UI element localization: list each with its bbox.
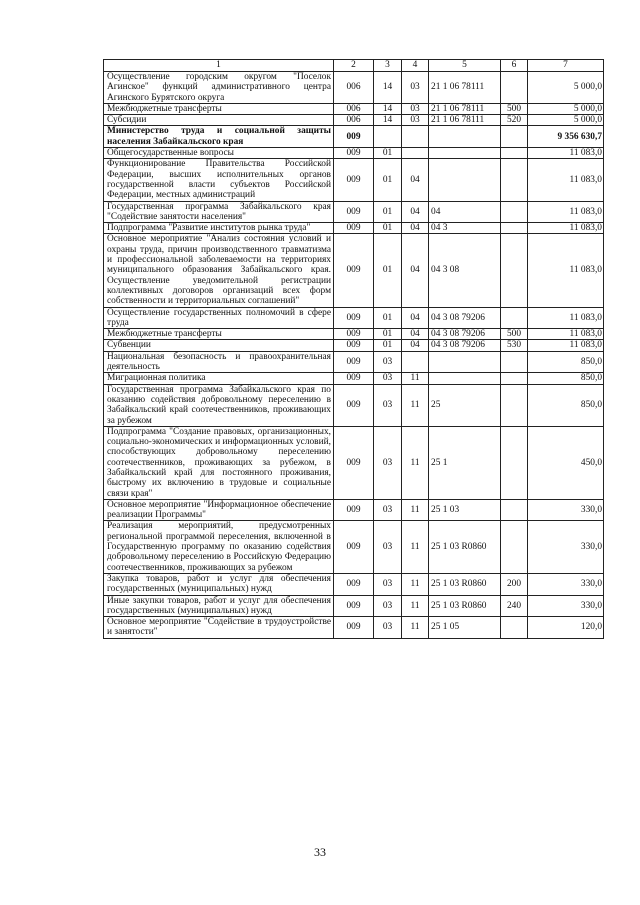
ministry-code-cell: 009 bbox=[334, 223, 374, 234]
subsection-cell: 11 bbox=[402, 573, 429, 595]
amount-cell: 11 083,0 bbox=[528, 223, 604, 234]
expense-type-cell bbox=[501, 373, 528, 384]
target-article-cell: 04 3 08 bbox=[429, 234, 501, 307]
section-cell: 01 bbox=[374, 329, 402, 340]
ministry-code-cell: 009 bbox=[334, 351, 374, 373]
section-cell: 01 bbox=[374, 148, 402, 159]
table-row bbox=[104, 201, 604, 223]
target-article-cell: 04 3 08 79206 bbox=[429, 329, 501, 340]
section-cell: 01 bbox=[374, 234, 402, 307]
amount-cell: 9 356 630,7 bbox=[528, 126, 604, 148]
section-cell: 03 bbox=[374, 384, 402, 426]
target-article-cell: 04 3 bbox=[429, 223, 501, 234]
amount-cell: 5 000,0 bbox=[528, 115, 604, 126]
header-cell: 5 bbox=[429, 60, 501, 72]
target-article-cell: 25 1 03 R0860 bbox=[429, 595, 501, 617]
page-number: 33 bbox=[314, 845, 326, 859]
table-row bbox=[104, 148, 604, 159]
table-row bbox=[104, 159, 604, 201]
row-name-cell: Осуществление городским округом "Поселок Агинское" функций административного центра Агинского Бурятского округа bbox=[104, 72, 334, 104]
expense-type-cell bbox=[501, 426, 528, 499]
expense-type-cell: 520 bbox=[501, 115, 528, 126]
expense-type-cell: 500 bbox=[501, 103, 528, 114]
amount-cell: 11 083,0 bbox=[528, 307, 604, 329]
section-cell: 03 bbox=[374, 573, 402, 595]
row-name-cell: Государственная программа Забайкальского края по оказанию содействия добровольному переселению в Забайкальский край соотечественников, проживающих за рубежом bbox=[104, 384, 334, 426]
table-header-row bbox=[104, 60, 604, 72]
subsection-cell: 03 bbox=[402, 115, 429, 126]
amount-cell: 5 000,0 bbox=[528, 103, 604, 114]
amount-cell: 850,0 bbox=[528, 384, 604, 426]
section-cell: 03 bbox=[374, 499, 402, 521]
amount-cell: 11 083,0 bbox=[528, 159, 604, 201]
amount-cell: 5 000,0 bbox=[528, 72, 604, 104]
section-cell: 03 bbox=[374, 521, 402, 573]
subsection-cell: 11 bbox=[402, 521, 429, 573]
subsection-cell: 04 bbox=[402, 329, 429, 340]
expense-type-cell: 240 bbox=[501, 595, 528, 617]
row-name-cell: Межбюджетные трансферты bbox=[104, 329, 334, 340]
table-row bbox=[104, 115, 604, 126]
table-row bbox=[104, 307, 604, 329]
subsection-cell bbox=[402, 126, 429, 148]
expense-type-cell bbox=[501, 126, 528, 148]
target-article-cell bbox=[429, 159, 501, 201]
amount-cell: 11 083,0 bbox=[528, 340, 604, 351]
subsection-cell bbox=[402, 351, 429, 373]
section-cell: 03 bbox=[374, 617, 402, 639]
target-article-cell: 21 1 06 78111 bbox=[429, 103, 501, 114]
ministry-code-cell: 009 bbox=[334, 201, 374, 223]
ministry-code-cell: 009 bbox=[334, 521, 374, 573]
subsection-cell: 04 bbox=[402, 307, 429, 329]
expense-type-cell bbox=[501, 72, 528, 104]
target-article-cell: 25 bbox=[429, 384, 501, 426]
ministry-code-cell: 009 bbox=[334, 373, 374, 384]
expense-type-cell bbox=[501, 307, 528, 329]
target-article-cell: 25 1 03 bbox=[429, 499, 501, 521]
expense-type-cell bbox=[501, 351, 528, 373]
row-name-cell: Осуществление государственных полномочий в сфере труда bbox=[104, 307, 334, 329]
target-article-cell: 04 3 08 79206 bbox=[429, 340, 501, 351]
ministry-code-cell: 009 bbox=[334, 340, 374, 351]
row-name-cell: Иные закупки товаров, работ и услуг для обеспечения государственных (муниципальных) нужд bbox=[104, 595, 334, 617]
ministry-code-cell: 009 bbox=[334, 499, 374, 521]
section-cell: 03 bbox=[374, 595, 402, 617]
ministry-code-cell: 009 bbox=[334, 126, 374, 148]
amount-cell: 450,0 bbox=[528, 426, 604, 499]
section-cell: 03 bbox=[374, 373, 402, 384]
subsection-cell: 11 bbox=[402, 617, 429, 639]
row-name-cell: Межбюджетные трансферты bbox=[104, 103, 334, 114]
amount-cell: 11 083,0 bbox=[528, 148, 604, 159]
table-row bbox=[104, 234, 604, 307]
section-cell: 14 bbox=[374, 115, 402, 126]
amount-cell: 330,0 bbox=[528, 595, 604, 617]
subsection-cell: 11 bbox=[402, 499, 429, 521]
expense-type-cell bbox=[501, 521, 528, 573]
subsection-cell: 04 bbox=[402, 340, 429, 351]
subsection-cell: 03 bbox=[402, 103, 429, 114]
expense-type-cell bbox=[501, 223, 528, 234]
target-article-cell: 21 1 06 78111 bbox=[429, 115, 501, 126]
ministry-code-cell: 009 bbox=[334, 426, 374, 499]
subsection-cell bbox=[402, 148, 429, 159]
ministry-code-cell: 009 bbox=[334, 234, 374, 307]
ministry-code-cell: 006 bbox=[334, 115, 374, 126]
amount-cell: 330,0 bbox=[528, 499, 604, 521]
table-row bbox=[104, 384, 604, 426]
subsection-cell: 04 bbox=[402, 159, 429, 201]
table-row bbox=[104, 340, 604, 351]
amount-cell: 11 083,0 bbox=[528, 329, 604, 340]
amount-cell: 11 083,0 bbox=[528, 234, 604, 307]
row-name-cell: Основное мероприятие "Анализ состояния условий и охраны труда, причин производственного травматизма и профессиональной заболеваемости на территориях муниципального образования Забайкальского края. Осуществление уведомительной регистрации коллективных договоров организаций всех форм собственности и территориальных соглашений" bbox=[104, 234, 334, 307]
row-name-cell: Государственная программа Забайкальского края "Содействие занятости населения" bbox=[104, 201, 334, 223]
section-cell: 03 bbox=[374, 351, 402, 373]
target-article-cell: 21 1 06 78111 bbox=[429, 72, 501, 104]
table-row bbox=[104, 223, 604, 234]
table-row bbox=[104, 373, 604, 384]
section-cell: 01 bbox=[374, 340, 402, 351]
row-name-cell: Субвенции bbox=[104, 340, 334, 351]
target-article-cell bbox=[429, 148, 501, 159]
section-cell: 14 bbox=[374, 103, 402, 114]
subsection-cell: 04 bbox=[402, 223, 429, 234]
amount-cell: 120,0 bbox=[528, 617, 604, 639]
amount-cell: 330,0 bbox=[528, 521, 604, 573]
row-name-cell: Миграционная политика bbox=[104, 373, 334, 384]
header-cell: 3 bbox=[374, 60, 402, 72]
row-name-cell: Общегосударственные вопросы bbox=[104, 148, 334, 159]
table-row bbox=[104, 499, 604, 521]
header-cell: 4 bbox=[402, 60, 429, 72]
expense-type-cell bbox=[501, 234, 528, 307]
target-article-cell bbox=[429, 351, 501, 373]
target-article-cell: 25 1 03 R0860 bbox=[429, 521, 501, 573]
table-row bbox=[104, 126, 604, 148]
ministry-code-cell: 009 bbox=[334, 573, 374, 595]
ministry-code-cell: 006 bbox=[334, 103, 374, 114]
header-cell: 2 bbox=[334, 60, 374, 72]
ministry-code-cell: 006 bbox=[334, 72, 374, 104]
amount-cell: 11 083,0 bbox=[528, 201, 604, 223]
row-name-cell: Министерство труда и социальной защиты населения Забайкальского края bbox=[104, 126, 334, 148]
target-article-cell: 25 1 03 R0860 bbox=[429, 573, 501, 595]
target-article-cell: 25 1 05 bbox=[429, 617, 501, 639]
amount-cell: 330,0 bbox=[528, 573, 604, 595]
row-name-cell: Подпрограмма "Создание правовых, организационных, социально-экономических и информационных условий, способствующих добровольному переселению соотечественников, проживающих за рубежом, в Забайкальский край для постоянного проживания, быстрому их включению в трудовые и социальные связи края" bbox=[104, 426, 334, 499]
section-cell: 01 bbox=[374, 201, 402, 223]
header-cell: 7 bbox=[528, 60, 604, 72]
table-row bbox=[104, 426, 604, 499]
ministry-code-cell: 009 bbox=[334, 617, 374, 639]
table-row bbox=[104, 617, 604, 639]
target-article-cell: 04 bbox=[429, 201, 501, 223]
table-row bbox=[104, 595, 604, 617]
header-cell: 6 bbox=[501, 60, 528, 72]
subsection-cell: 03 bbox=[402, 72, 429, 104]
expense-type-cell bbox=[501, 159, 528, 201]
expense-type-cell bbox=[501, 201, 528, 223]
subsection-cell: 11 bbox=[402, 384, 429, 426]
row-name-cell: Субсидии bbox=[104, 115, 334, 126]
target-article-cell bbox=[429, 126, 501, 148]
target-article-cell bbox=[429, 373, 501, 384]
ministry-code-cell: 009 bbox=[334, 307, 374, 329]
table-row bbox=[104, 351, 604, 373]
ministry-code-cell: 009 bbox=[334, 384, 374, 426]
row-name-cell: Основное мероприятие "Информационное обеспечение реализации Программы" bbox=[104, 499, 334, 521]
row-name-cell: Национальная безопасность и правоохранительная деятельность bbox=[104, 351, 334, 373]
ministry-code-cell: 009 bbox=[334, 159, 374, 201]
table-row bbox=[104, 72, 604, 104]
row-name-cell: Подпрограмма "Развитие институтов рынка труда" bbox=[104, 223, 334, 234]
subsection-cell: 04 bbox=[402, 201, 429, 223]
section-cell: 14 bbox=[374, 72, 402, 104]
row-name-cell: Функционирование Правительства Российской Федерации, высших исполнительных органов государственной власти субъектов Российской Федерации, местных администраций bbox=[104, 159, 334, 201]
subsection-cell: 11 bbox=[402, 426, 429, 499]
expense-type-cell bbox=[501, 617, 528, 639]
section-cell: 03 bbox=[374, 426, 402, 499]
subsection-cell: 04 bbox=[402, 234, 429, 307]
expense-type-cell bbox=[501, 499, 528, 521]
amount-cell: 850,0 bbox=[528, 351, 604, 373]
expense-type-cell: 500 bbox=[501, 329, 528, 340]
header-cell: 1 bbox=[104, 60, 334, 72]
section-cell: 01 bbox=[374, 223, 402, 234]
expense-type-cell bbox=[501, 148, 528, 159]
table-row bbox=[104, 103, 604, 114]
subsection-cell: 11 bbox=[402, 595, 429, 617]
table-row bbox=[104, 573, 604, 595]
target-article-cell: 25 1 bbox=[429, 426, 501, 499]
ministry-code-cell: 009 bbox=[334, 329, 374, 340]
expense-type-cell: 200 bbox=[501, 573, 528, 595]
row-name-cell: Закупка товаров, работ и услуг для обеспечения государственных (муниципальных) нужд bbox=[104, 573, 334, 595]
table-row bbox=[104, 329, 604, 340]
budget-table bbox=[103, 59, 604, 639]
ministry-code-cell: 009 bbox=[334, 148, 374, 159]
expense-type-cell bbox=[501, 384, 528, 426]
row-name-cell: Реализация мероприятий, предусмотренных региональной программой переселения, включенной в Государственную программу по оказанию содействия добровольному переселению в Российскую Федерацию соотечественников, проживающих за рубежом bbox=[104, 521, 334, 573]
section-cell: 01 bbox=[374, 159, 402, 201]
amount-cell: 850,0 bbox=[528, 373, 604, 384]
section-cell: 01 bbox=[374, 307, 402, 329]
row-name-cell: Основное мероприятие "Содействие в трудоустройстве и занятости" bbox=[104, 617, 334, 639]
ministry-code-cell: 009 bbox=[334, 595, 374, 617]
target-article-cell: 04 3 08 79206 bbox=[429, 307, 501, 329]
expense-type-cell: 530 bbox=[501, 340, 528, 351]
section-cell bbox=[374, 126, 402, 148]
subsection-cell: 11 bbox=[402, 373, 429, 384]
table-row bbox=[104, 521, 604, 573]
